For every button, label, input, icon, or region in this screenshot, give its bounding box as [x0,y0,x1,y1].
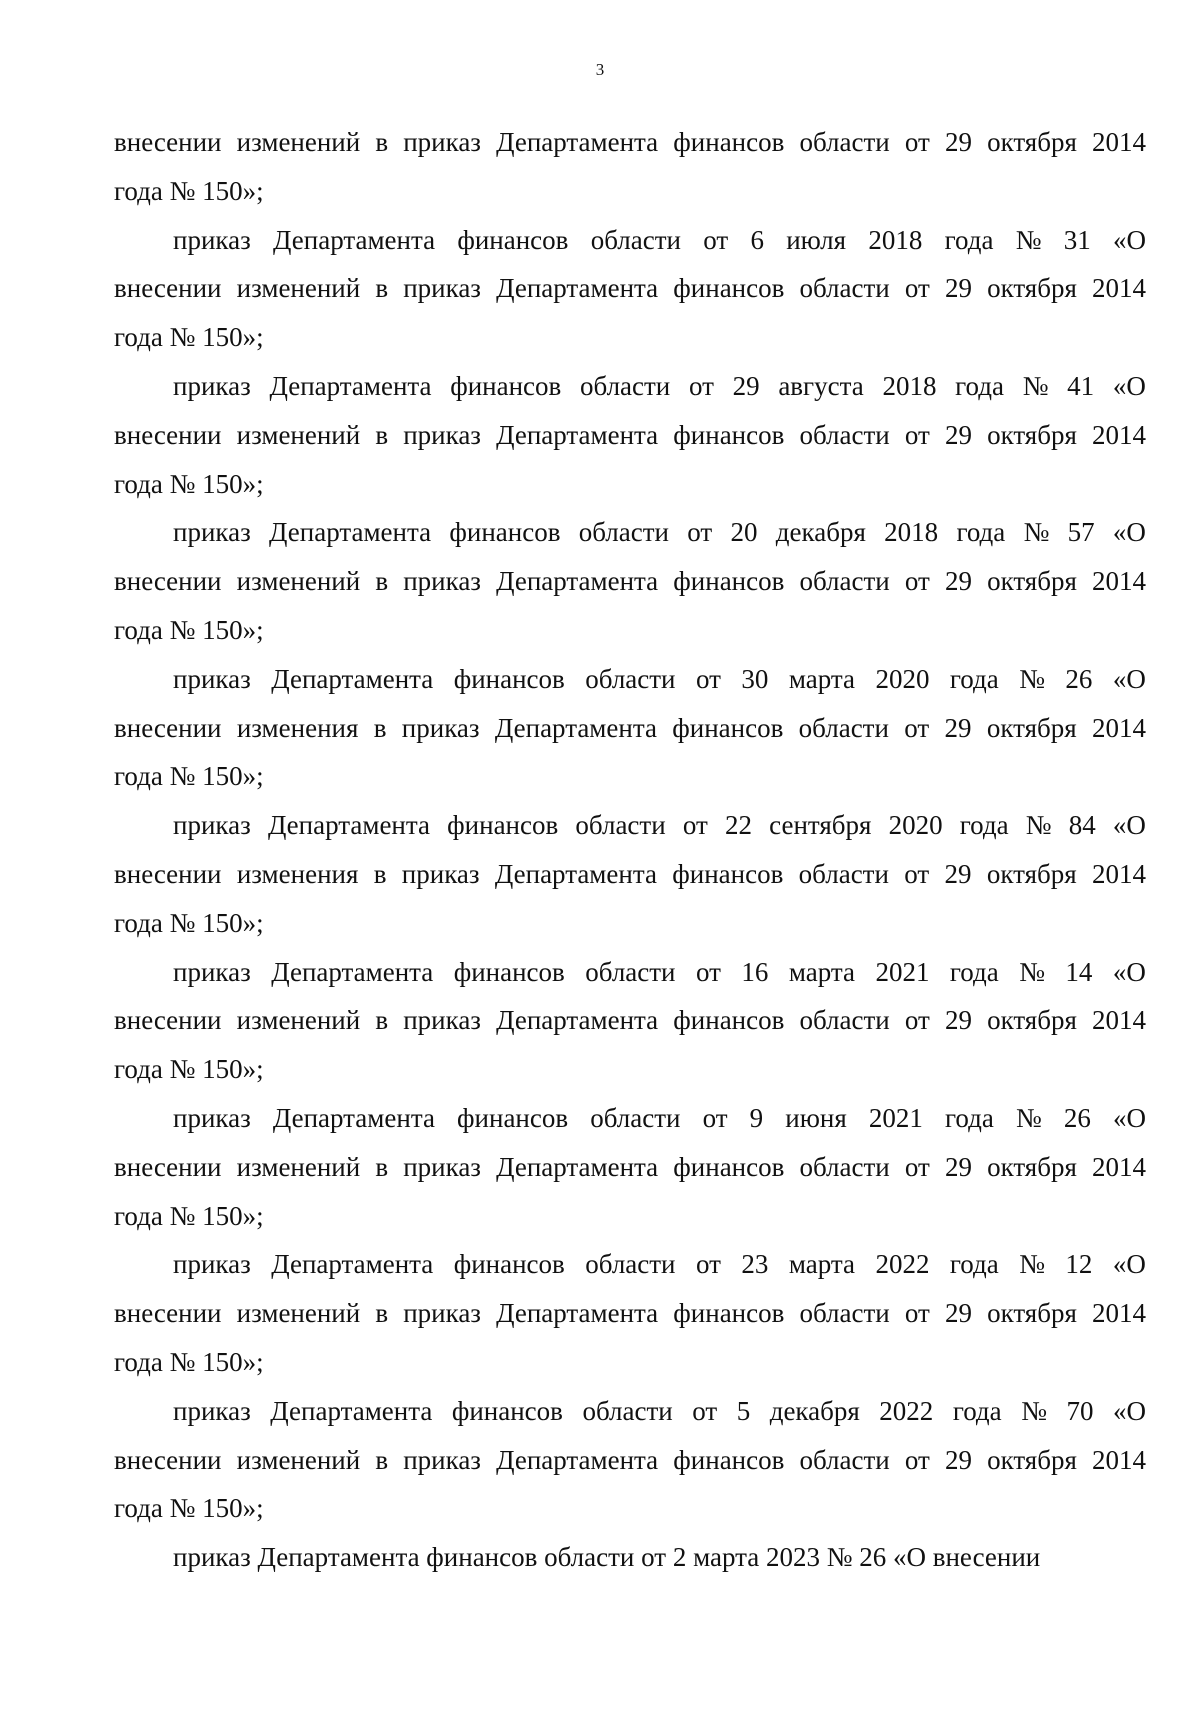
text-line: приказ Департамента финансов области от 16 марта 2021 года № 14 «О [173,956,1146,987]
text-line: приказ Департамента финансов области от 20 декабря 2018 года № 57 «О [173,517,1146,548]
paragraph [114,216,1146,362]
paragraph [114,1387,1146,1533]
text-line: года № 150»; [114,1054,264,1085]
paragraph [114,801,1146,947]
document-body [114,118,1146,1582]
text-line: приказ Департамента финансов области от 22 сентября 2020 года № 84 «О [173,810,1146,841]
text-line: приказ Департамента финансов области от 23 марта 2022 года № 12 «О [173,1249,1146,1280]
text-line: внесении изменений в приказ Департамента финансов области от 29 октября 2014 [114,1005,1146,1036]
text-line: внесении изменений в приказ Департамента финансов области от 29 октября 2014 [114,1298,1146,1329]
text-line: приказ Департамента финансов области от 30 марта 2020 года № 26 «О [173,663,1146,694]
text-line: года № 150»; [114,614,264,645]
text-line: года № 150»; [114,1493,264,1524]
text-line: внесении изменений в приказ Департамента финансов области от 29 октября 2014 [114,1151,1146,1182]
text-line: года № 150»; [114,761,264,792]
text-line: внесении изменения в приказ Департамента финансов области от 29 октября 2014 [114,712,1146,743]
text-line: приказ Департамента финансов области от 6 июля 2018 года № 31 «О [173,224,1146,255]
page-number: 3 [595,60,605,79]
text-line: года № 150»; [114,1346,264,1377]
text-line: приказ Департамента финансов области от 29 августа 2018 года № 41 «О [173,370,1146,401]
text-line: года № 150»; [114,175,264,206]
paragraph [114,508,1146,654]
text-line: внесении изменений в приказ Департамента финансов области от 29 октября 2014 [114,566,1146,597]
text-line: года № 150»; [114,907,264,938]
text-line: внесении изменений в приказ Департамента финансов области от 29 октября 2014 [114,1444,1146,1475]
paragraph [114,1094,1146,1240]
paragraph [114,118,1146,216]
text-line: приказ Департамента финансов области от 9 июня 2021 года № 26 «О [173,1102,1146,1133]
paragraph [114,1533,1146,1582]
paragraph [114,655,1146,801]
text-line: года № 150»; [114,468,264,499]
paragraph [114,362,1146,508]
text-line: внесении изменений в приказ Департамента финансов области от 29 октября 2014 [114,127,1146,157]
text-line: внесении изменений в приказ Департамента финансов области от 29 октября 2014 [114,419,1146,450]
paragraph [114,1240,1146,1386]
text-line: приказ Департамента финансов области от 2 марта 2023 № 26 «О внесении [173,1542,1041,1573]
text-line: внесении изменения в приказ Департамента финансов области от 29 октября 2014 [114,858,1146,889]
text-line: приказ Департамента финансов области от 5 декабря 2022 года № 70 «О [173,1395,1146,1426]
text-line: года № 150»; [114,322,264,353]
text-line: года № 150»; [114,1200,264,1231]
text-line: внесении изменений в приказ Департамента финансов области от 29 октября 2014 [114,273,1146,304]
paragraph [114,948,1146,1094]
